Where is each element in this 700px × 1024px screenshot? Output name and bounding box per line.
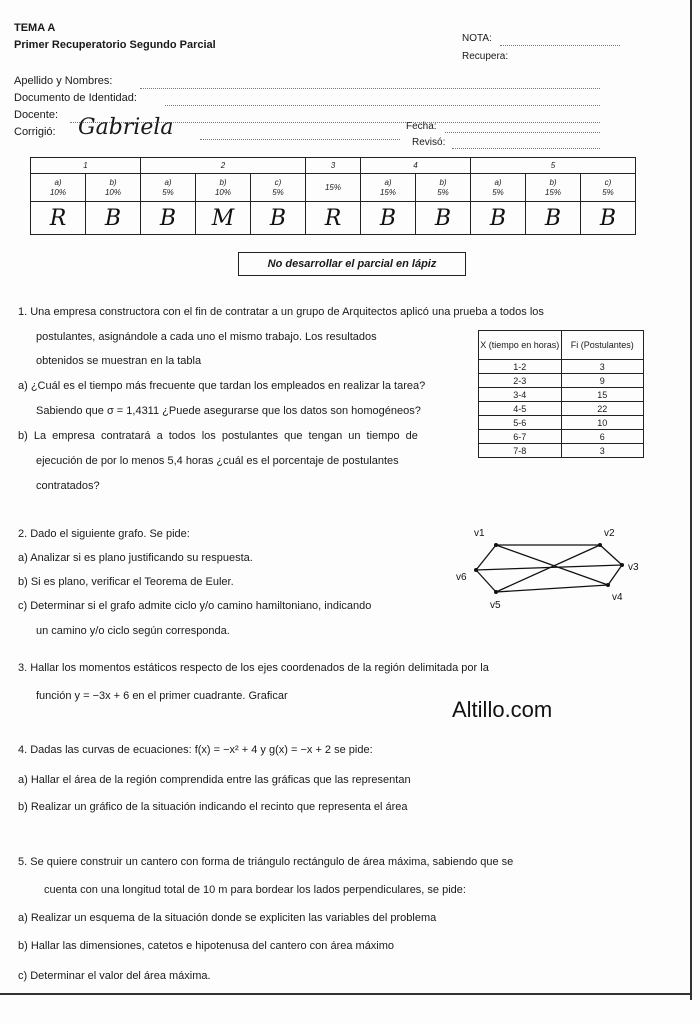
q5-line-2: cuenta con una longitud total de 10 m para bordear los lados perpendiculares, se pide:	[44, 884, 466, 896]
q5-c: c) Determinar el valor del área máxima.	[18, 970, 211, 982]
grade-mark: M	[196, 202, 251, 235]
q1-b-line-2: ejecución de por lo menos 5,4 horas ¿cuál es el porcentaje de postulantes	[36, 455, 399, 467]
q4-line-1: 4. Dadas las curvas de ecuaciones: f(x) = −x² + 4 y g(x) = −x + 2 se pide:	[18, 744, 373, 756]
grade-item: a) 5%	[141, 174, 196, 202]
edge-v4-v5	[496, 585, 608, 592]
q1-line-1: 1. Una empresa constructora con el fin de contratar a un grupo de Arquitectos aplicó una prueba a todos los	[18, 306, 544, 318]
q2-c-line-2: un camino y/o ciclo según corresponda.	[36, 625, 230, 637]
grade-mark: B	[361, 202, 416, 235]
grade-group-4: 4	[361, 158, 471, 174]
apellido-label: Apellido y Nombres:	[14, 75, 113, 87]
grade-group-1: 1	[31, 158, 141, 174]
grade-item: b) 15%	[526, 174, 581, 202]
q5-line-1: 5. Se quiere construir un cantero con forma de triángulo rectángulo de área máxima, sabiendo que se	[18, 856, 514, 868]
documento-line	[165, 105, 600, 106]
grade-item: b) 10%	[196, 174, 251, 202]
edge-v6-v3	[476, 565, 622, 570]
grade-item: 15%	[306, 174, 361, 202]
nota-label: NOTA:	[462, 33, 492, 44]
table-row: 6-7 6	[479, 430, 644, 444]
freq-col-x-header: X (tiempo en horas)	[479, 331, 562, 360]
reviso-line	[452, 148, 600, 149]
q1-b-line-3: contratados?	[36, 480, 100, 492]
grade-mark: B	[251, 202, 306, 235]
grade-item: b) 10%	[86, 174, 141, 202]
grade-item: c) 5%	[251, 174, 306, 202]
table-row: 5-6 10	[479, 416, 644, 430]
grade-table	[30, 157, 636, 235]
docente-label: Docente:	[14, 109, 59, 121]
vertex-v2	[598, 543, 602, 547]
edge-v2-v3	[600, 545, 622, 565]
table-row: 1-2 3	[479, 360, 644, 374]
grade-mark: R	[31, 202, 86, 235]
q1-line-3: obtenidos se muestran en la tabla	[36, 355, 202, 367]
corrigio-label: Corrigió:	[14, 126, 56, 138]
corrigio-line	[200, 139, 400, 140]
q1-b-line-1: b) La empresa contratará a todos los postulantes que tengan un tiempo de	[18, 430, 418, 442]
vertex-label-v2: v2	[604, 528, 615, 539]
vertex-v1	[494, 543, 498, 547]
page-border-right	[690, 0, 692, 1000]
grade-mark: B	[581, 202, 636, 235]
vertex-label-v5: v5	[490, 600, 501, 611]
q2-a: a) Analizar si es plano justificando su respuesta.	[18, 552, 253, 564]
grade-group-3: 3	[306, 158, 361, 174]
grade-group-5: 5	[471, 158, 636, 174]
reviso-label: Revisó:	[412, 137, 446, 148]
frequency-table	[478, 330, 644, 458]
vertex-v6	[474, 568, 478, 572]
vertex-label-v6: v6	[456, 572, 467, 583]
vertex-v5	[494, 590, 498, 594]
grade-group-2: 2	[141, 158, 306, 174]
fecha-line	[445, 132, 600, 133]
grade-item: c) 5%	[581, 174, 636, 202]
q4-a: a) Hallar el área de la región comprendida entre las gráficas que las representan	[18, 774, 411, 786]
q2-line-1: 2. Dado el siguiente grafo. Se pide:	[18, 528, 190, 540]
exam-subtitle: Primer Recuperatorio Segundo Parcial	[14, 39, 216, 51]
grade-item: a) 5%	[471, 174, 526, 202]
grade-mark: B	[526, 202, 581, 235]
apellido-line	[140, 88, 600, 89]
fecha-label: Fecha:	[406, 121, 437, 132]
freq-col-fi-header: Fi (Postulantes)	[561, 331, 644, 360]
documento-label: Documento de Identidad:	[14, 92, 137, 104]
table-row: 3-4 15	[479, 388, 644, 402]
edge-v6-v1	[476, 545, 496, 570]
q1-a-line-1: a) ¿Cuál es el tiempo más frecuente que tardan los empleados en realizar la tarea?	[18, 380, 426, 392]
vertex-label-v1: v1	[474, 528, 485, 539]
vertex-v4	[606, 583, 610, 587]
q5-b: b) Hallar las dimensiones, catetos e hipotenusa del cantero con área máximo	[18, 940, 395, 952]
table-row: 4-5 22	[479, 402, 644, 416]
q4-b: b) Realizar un gráfico de la situación indicando el recinto que representa el área	[18, 801, 408, 813]
grade-item: b) 5%	[416, 174, 471, 202]
q2-c-line-1: c) Determinar si el grafo admite ciclo y/o camino hamiltoniano, indicando	[18, 600, 372, 612]
page-border-bottom	[0, 993, 692, 995]
vertex-label-v3: v3	[628, 562, 639, 573]
q1-line-2: postulantes, asignándole a cada uno el mismo trabajo. Los resultados	[36, 331, 377, 343]
table-row: 2-3 9	[479, 374, 644, 388]
grade-item: a) 15%	[361, 174, 416, 202]
grade-mark: B	[86, 202, 141, 235]
tema-label: TEMA A	[14, 22, 56, 34]
grade-mark: R	[306, 202, 361, 235]
q1-a-line-2: Sabiendo que σ = 1,4311 ¿Puede asegurarse que los datos son homogéneos?	[36, 405, 421, 417]
vertex-label-v4: v4	[612, 592, 623, 603]
graph-diagram	[450, 520, 670, 620]
q3-line-2: función y = −3x + 6 en el primer cuadrante. Graficar	[36, 690, 288, 702]
edge-v5-v6	[476, 570, 496, 592]
grade-item: a) 10%	[31, 174, 86, 202]
table-row: 7-8 3	[479, 444, 644, 458]
altillo-watermark: Altillo.com	[452, 697, 553, 722]
recupera-label: Recupera:	[462, 51, 509, 62]
edge-v3-v4	[608, 565, 622, 585]
nota-line	[500, 45, 620, 46]
q3-line-1: 3. Hallar los momentos estáticos respecto de los ejes coordenados de la región delimitada por la	[18, 662, 489, 674]
pencil-warning-box: No desarrollar el parcial en lápiz	[238, 252, 466, 276]
q5-a: a) Realizar un esquema de la situación donde se expliciten las variables del problema	[18, 912, 437, 924]
corrigio-signature: Gabriela	[78, 115, 174, 140]
grade-mark: B	[471, 202, 526, 235]
q2-b: b) Si es plano, verificar el Teorema de Euler.	[18, 576, 234, 588]
edge-v1-v4	[496, 545, 608, 585]
grade-mark: B	[141, 202, 196, 235]
vertex-v3	[620, 563, 624, 567]
grade-mark: B	[416, 202, 471, 235]
